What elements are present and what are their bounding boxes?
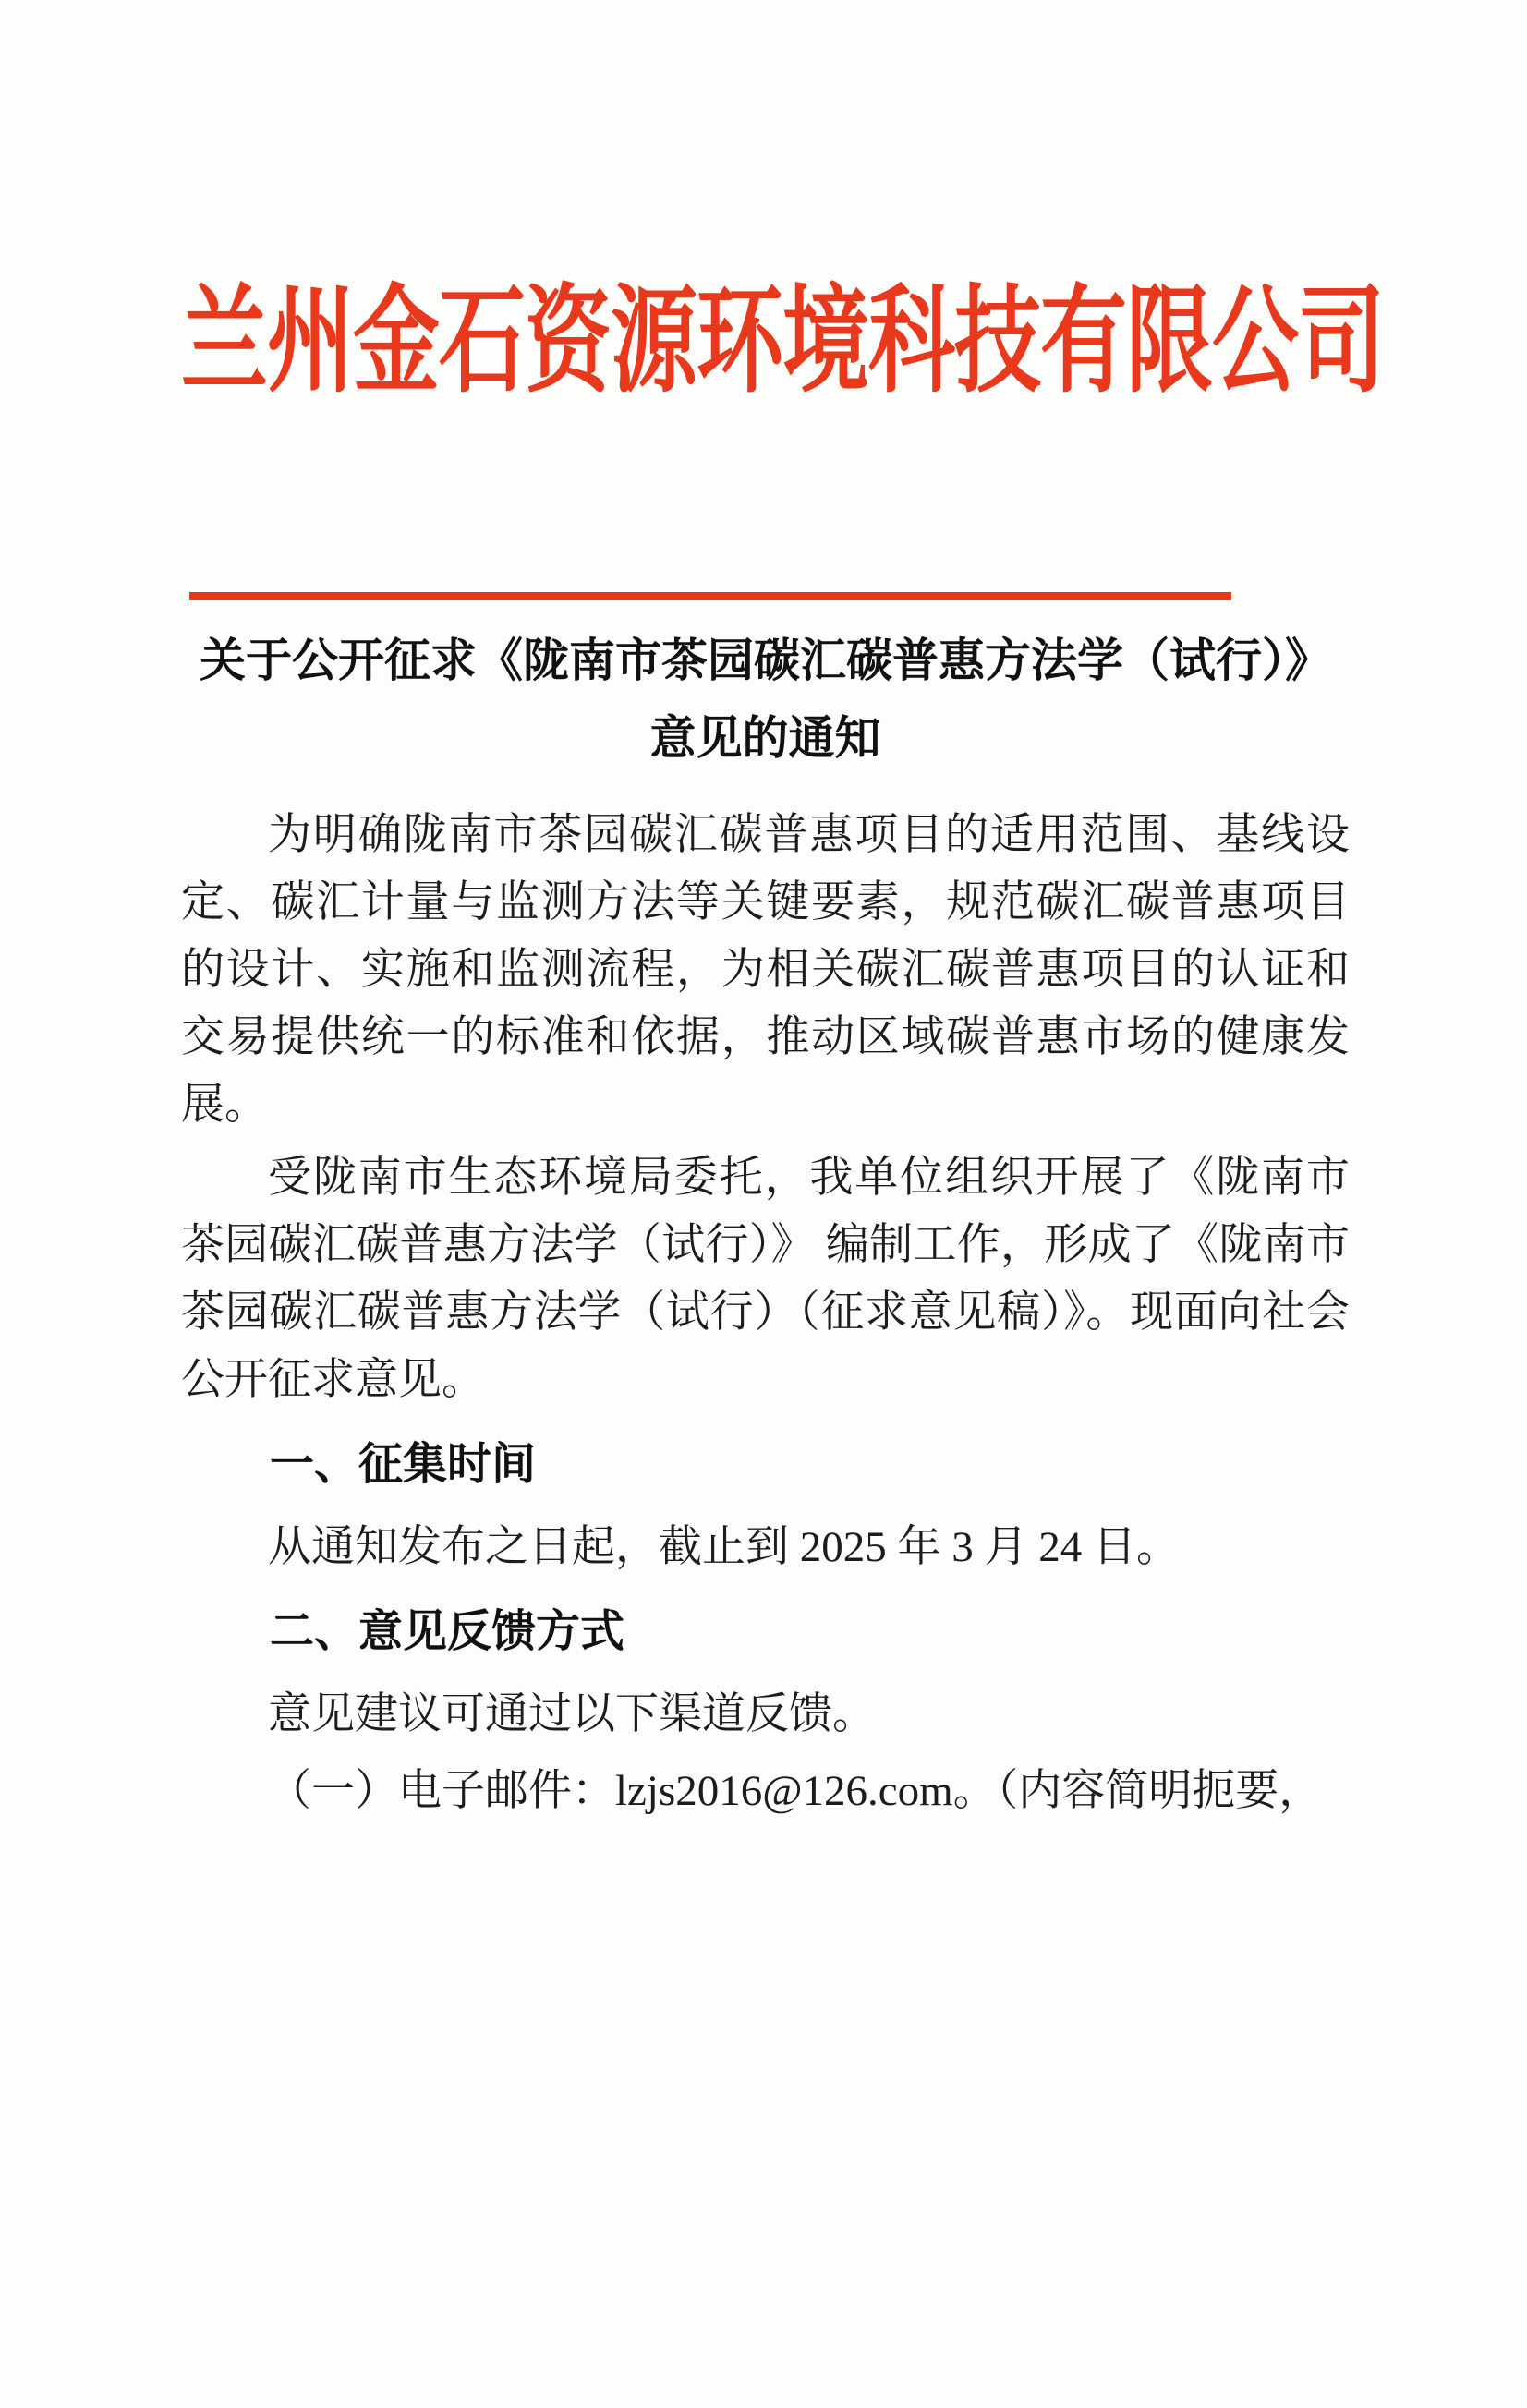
paragraph-feedback-email: （一）电子邮件：lzjs2016@126.com。（内容简明扼要， (268, 1767, 1323, 1815)
scanned-notice-page (0, 248, 1527, 2408)
paragraph-purpose: 为明确陇南市茶园碳汇碳普惠项目的适用范围、基线设定、碳汇计量与监测方法等关键要素，规范碳汇碳普惠项目的设计、实施和监测流程，为相关碳汇碳普惠项目的认证和交易提供统一的标准和依据，推动区域碳普惠市场的健康发展。 (181, 811, 1350, 1129)
company-name: 兰州金石资源环境科技有限公司 (181, 278, 1385, 407)
paragraph-collection-deadline: 从通知发布之日起，截止到 2025 年 3 月 24 日。 (268, 1523, 1180, 1571)
notice-body (181, 802, 1350, 1825)
letterhead-divider-rule (189, 592, 1231, 600)
paragraph-feedback-intro: 意见建议可通过以下渠道反馈。 (268, 1690, 876, 1738)
paragraph-background: 受陇南市生态环境局委托，我单位组织开展了《陇南市茶园碳汇碳普惠方法学（试行）》 编制工作，形成了《陇南市茶园碳汇碳普惠方法学（试行）（征求意见稿）》。现面向社会公开征求意见。 (181, 1154, 1350, 1404)
notice-title-line-2: 意见的通知 (649, 712, 881, 764)
section-heading-collection-time: 一、征集时间 (270, 1440, 537, 1489)
notice-title-line-1: 关于公开征求《陇南市茶园碳汇碳普惠方法学（试行）》 (200, 635, 1331, 686)
section-heading-feedback-method: 二、意见反馈方式 (270, 1607, 625, 1656)
company-letterhead (181, 248, 1385, 407)
